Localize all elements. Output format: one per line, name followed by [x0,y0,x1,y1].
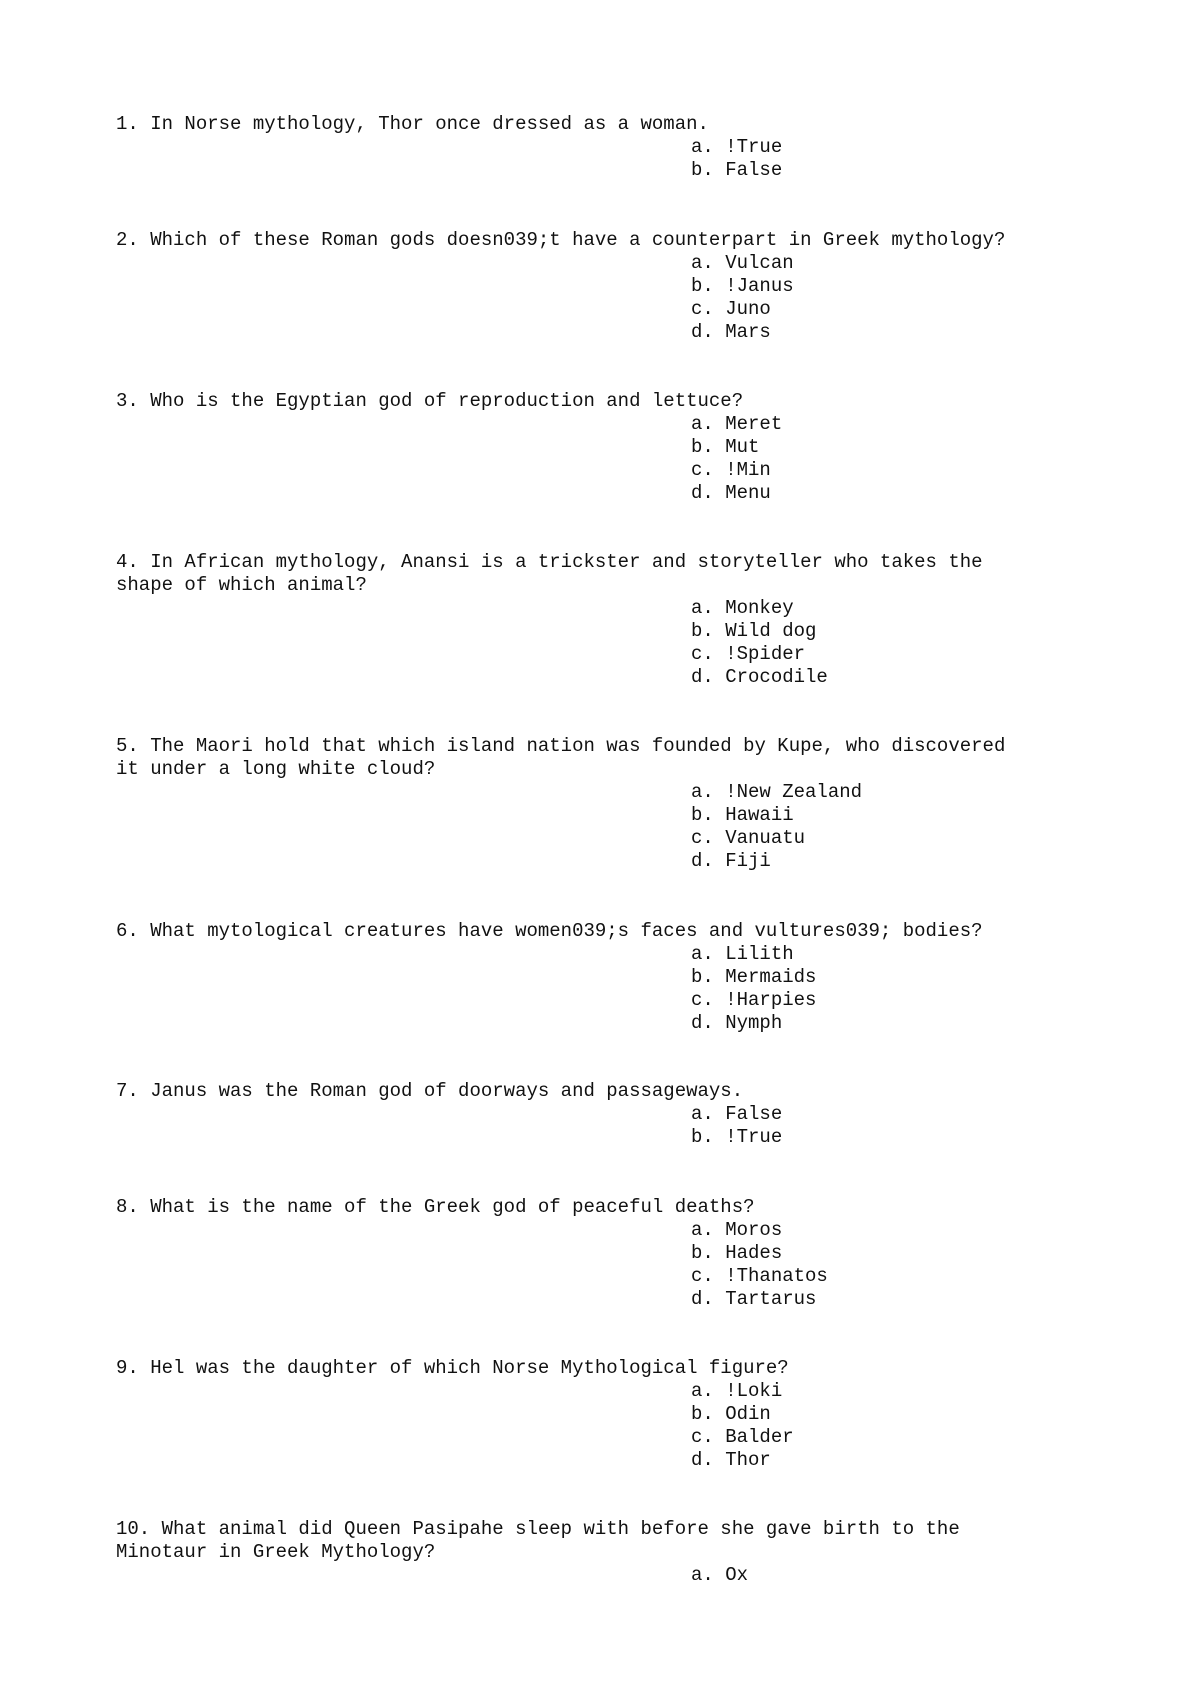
answer-options [116,1103,1076,1149]
answer-option: a. Ox [691,1564,749,1586]
question-text: 2. Which of these Roman gods doesn039;t have a counterpart in Greek mythology? [116,229,1006,251]
question-8 [116,1196,1076,1311]
answer-option: d. Crocodile [691,666,828,688]
question-text: 3. Who is the Egyptian god of reproduction and lettuce? [116,390,744,412]
answer-option: d. Fiji [691,850,771,872]
answer-options [116,781,1076,873]
question-1 [116,113,1076,182]
question-6 [116,920,1076,1035]
question-2 [116,229,1076,344]
question-text: 4. In African mythology, Anansi is a trickster and storyteller who takes the shape of which animal? [116,551,983,596]
answer-option: d. Tartarus [691,1288,817,1310]
question-text: 8. What is the name of the Greek god of peaceful deaths? [116,1196,755,1218]
answer-option: c. Balder [691,1426,794,1448]
answer-option: c. Vanuatu [691,827,806,849]
answer-option: d. Nymph [691,1012,783,1034]
answer-option: d. Thor [691,1449,771,1471]
answer-option: b. !True [691,1126,783,1148]
answer-options [116,136,1076,182]
answer-option: b. Mermaids [691,966,817,988]
answer-option: b. Hades [691,1242,783,1264]
question-text: 9. Hel was the daughter of which Norse Mythological figure? [116,1357,789,1379]
answer-option: a. !True [691,136,783,158]
question-7 [116,1080,1076,1149]
answer-option: d. Mars [691,321,771,343]
answer-option: b. Odin [691,1403,771,1425]
answer-option: c. !Harpies [691,989,817,1011]
answer-options [116,943,1076,1035]
answer-option: b. Hawaii [691,804,794,826]
answer-options [116,1380,1076,1472]
answer-options [116,1564,1076,1587]
answer-option: a. Monkey [691,597,794,619]
answer-option: a. Moros [691,1219,783,1241]
answer-option: b. Wild dog [691,620,817,642]
answer-option: c. !Thanatos [691,1265,828,1287]
answer-option: a. !Loki [691,1380,783,1402]
answer-option: c. !Min [691,459,771,481]
question-10 [116,1518,1076,1587]
answer-option: d. Menu [691,482,771,504]
question-text: 7. Janus was the Roman god of doorways and passageways. [116,1080,744,1102]
question-text: 10. What animal did Queen Pasipahe sleep with before she gave birth to the Minotaur in Greek Mythology? [116,1518,960,1563]
answer-option: b. Mut [691,436,760,458]
question-4 [116,551,1076,689]
answer-options [116,252,1076,344]
answer-option: b. False [691,159,783,181]
answer-options [116,413,1076,505]
question-text: 6. What mytological creatures have women039;s faces and vultures039; bodies? [116,920,983,942]
answer-option: a. !New Zealand [691,781,863,803]
question-3 [116,390,1076,505]
question-9 [116,1357,1076,1472]
question-text: 1. In Norse mythology, Thor once dressed as a woman. [116,113,709,135]
question-5 [116,735,1076,873]
answer-option: c. Juno [691,298,771,320]
question-text: 5. The Maori hold that which island nation was founded by Kupe, who discovered it under a long white cloud? [116,735,1006,780]
answer-option: a. Vulcan [691,252,794,274]
answer-options [116,597,1076,689]
answer-option: a. Meret [691,413,783,435]
answer-option: a. Lilith [691,943,794,965]
answer-options [116,1219,1076,1311]
answer-option: a. False [691,1103,783,1125]
answer-option: c. !Spider [691,643,806,665]
answer-option: b. !Janus [691,275,794,297]
